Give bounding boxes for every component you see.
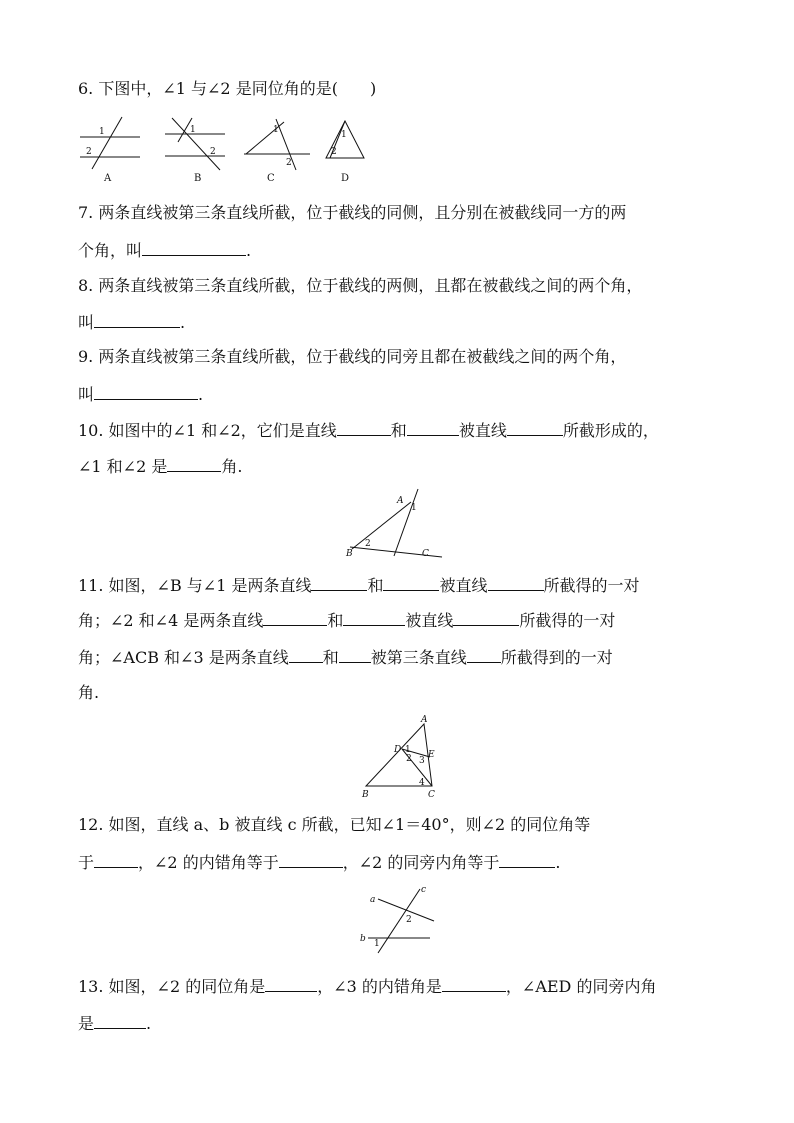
q11-l2-p2: 和 — [327, 611, 344, 630]
q10-angle2: 2 — [365, 539, 371, 549]
q12-l2-p4: . — [555, 853, 561, 872]
q12-l2-p2: ，∠2 的内错角等于 — [138, 853, 279, 872]
q9-text-pre: 叫 — [78, 385, 95, 404]
q9-text-post: . — [198, 385, 204, 404]
q6b-caption: B — [194, 173, 202, 184]
q13-l1-p3: ，∠AED 的同旁内角 — [505, 977, 657, 996]
q11-l2-p1: 角；∠2 和∠4 是两条直线 — [78, 611, 264, 630]
q13-l1-p2: ，∠3 的内错角是 — [317, 977, 442, 996]
q8-text-post: . — [180, 313, 186, 332]
q13-blank-3[interactable] — [94, 1013, 146, 1029]
q8-line1: 8. 两条直线被第三条直线所截，位于截线的两侧，且都在被截线之间的两个角， — [78, 276, 643, 295]
q8-text-pre: 叫 — [78, 313, 95, 332]
q11-l3-p2: 和 — [322, 648, 339, 667]
q10-point-c: C — [422, 549, 429, 559]
q6d-caption: D — [341, 173, 350, 184]
q13-l1-p1: 13. 如图，∠2 的同位角是 — [78, 977, 266, 996]
q6a-caption: A — [104, 173, 112, 184]
q11-l1-p1: 11. 如图，∠B 与∠1 是两条直线 — [78, 576, 312, 595]
q11-l3-p4: 所截得到的一对 — [500, 648, 613, 667]
q11-point-c: C — [428, 790, 435, 800]
q11-l3-p1: 角；∠ACB 和∠3 是两条直线 — [78, 648, 289, 667]
q11-l2-p3: 被直线 — [405, 611, 454, 630]
q11-point-a: A — [421, 715, 428, 725]
q6d-angle1: 1 — [341, 130, 347, 140]
q10-angle1: 1 — [411, 503, 417, 513]
q11-point-e: E — [428, 750, 435, 760]
q13-blank-2[interactable] — [442, 976, 506, 992]
q12-line-c: c — [421, 885, 427, 895]
q10-p2: 和 — [390, 421, 407, 440]
q12-line-a: a — [370, 895, 376, 905]
q11-l1-p2: 和 — [367, 576, 384, 595]
q12-l2-p1: 于 — [78, 853, 95, 872]
q6c-angle1: 1 — [273, 125, 279, 135]
q11-l1-p3: 被直线 — [439, 576, 488, 595]
q11-line4: 角. — [78, 683, 100, 702]
q12-l2-p3: ，∠2 的同旁内角等于 — [342, 853, 500, 872]
q11-l1-p4: 所截得的一对 — [543, 576, 640, 595]
q10-p5: ∠1 和∠2 是 — [78, 457, 168, 476]
q10-p6: 角. — [221, 457, 243, 476]
q13-l2-p2: . — [146, 1014, 152, 1033]
q11-angle3: 3 — [419, 756, 425, 766]
q13-line2 — [78, 1013, 151, 1034]
q6d-angle2: 2 — [331, 147, 337, 157]
q11-l3-p3: 被第三条直线 — [370, 648, 467, 667]
q6-text: 6. 下图中，∠1 与∠2 是同位角的是( ) — [78, 79, 377, 98]
q6b-angle1: 1 — [190, 125, 196, 135]
q12-angle2: 2 — [406, 915, 412, 925]
q6a-angle2: 2 — [86, 147, 92, 157]
q10-point-b: B — [346, 549, 353, 559]
q11-angle4: 4 — [419, 778, 425, 788]
q12-line1: 12. 如图，直线 a、b 被直线 c 所截，已知∠1＝40°，则∠2 的同位角等 — [78, 815, 591, 834]
q12-angle1: 1 — [374, 939, 380, 949]
q12-line-b: b — [360, 934, 366, 944]
q11-angle2: 2 — [406, 754, 412, 764]
q6c-angle2: 2 — [286, 158, 292, 168]
q11-point-b: B — [362, 790, 369, 800]
q6a-angle1: 1 — [99, 127, 105, 137]
q13-l2-p1: 是 — [78, 1014, 95, 1033]
q7-text-pre: 个角，叫 — [78, 241, 143, 260]
q6c-caption: C — [267, 173, 275, 184]
q10-p4: 所截形成的， — [562, 421, 659, 440]
q11-l2-p4: 所截得的一对 — [519, 611, 616, 630]
q7-line1: 7. 两条直线被第三条直线所截，位于截线的同侧，且分别在被截线同一方的两 — [78, 203, 627, 222]
q11-point-d: D — [394, 745, 402, 755]
q10-point-a: A — [397, 496, 404, 506]
q7-text-post: . — [246, 241, 252, 260]
q10-p3: 被直线 — [458, 421, 507, 440]
q10-p1: 10. 如图中的∠1 和∠2，它们是直线 — [78, 421, 337, 440]
q13-line1 — [78, 976, 656, 997]
q9-line1: 9. 两条直线被第三条直线所截，位于截线的同旁且都在被截线之间的两个角， — [78, 347, 627, 366]
q11-angle1: 1 — [405, 745, 411, 755]
q13-blank-1[interactable] — [265, 976, 317, 992]
q6b-angle2: 2 — [210, 147, 216, 157]
